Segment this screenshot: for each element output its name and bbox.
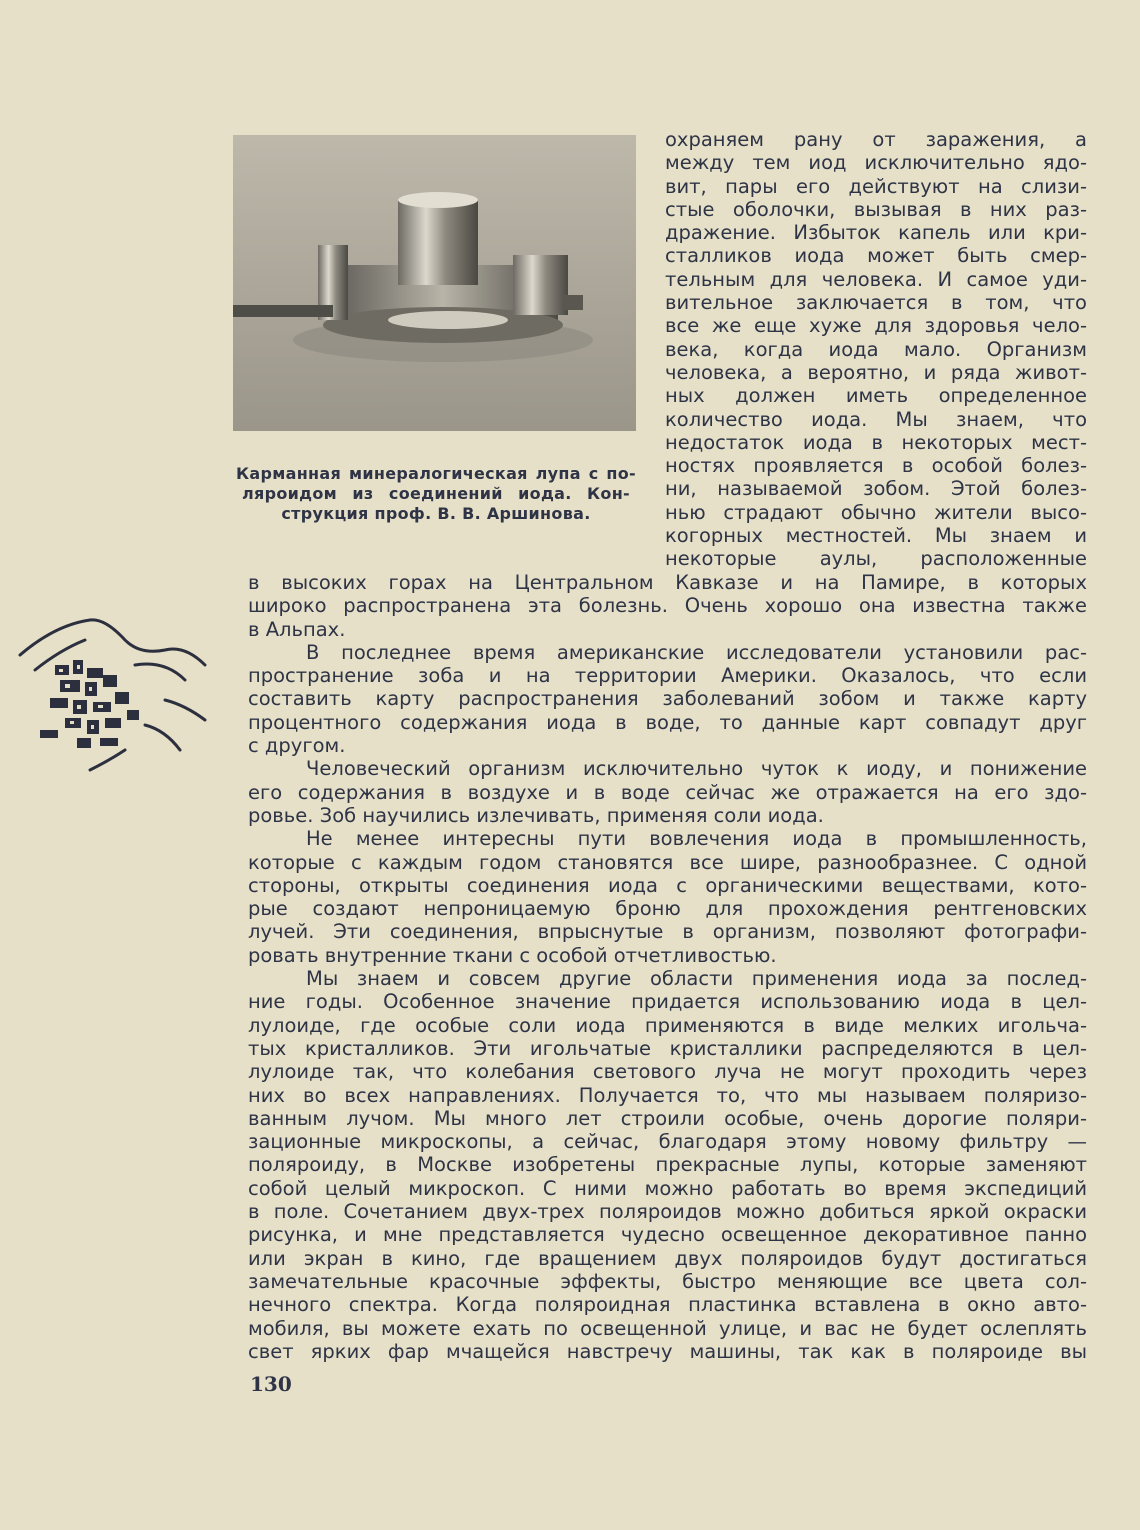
text-line: ние годы. Особенное значение придается использованию иода в цел-	[248, 990, 1087, 1014]
text-line: нечного спектра. Когда поляроидная пластинка вставлена в окно авто-	[248, 1293, 1087, 1317]
text-line: Не менее интересны пути вовлечения иода в промышленность,	[306, 827, 1087, 851]
caption-line: Карманная минералогическая лупа с по-	[236, 464, 636, 483]
text-line: лулоиде так, что колебания светового луча не могут проходить через	[248, 1060, 1087, 1084]
text-line: или экран в кино, где вращением двух поляроидов будут достигаться	[248, 1246, 1087, 1270]
caption-line: струкция проф. В. В. Аршинова.	[281, 504, 591, 523]
text-line: недостаток иода в некоторых мест-	[665, 430, 1087, 454]
text-line: все же еще хуже для здоровья чело-	[665, 314, 1087, 338]
text-line: количество иода. Мы знаем, что	[665, 407, 1087, 431]
text-line: рисунка, и мне представляется чудесно освещенное декоративное панно	[248, 1223, 1087, 1247]
text-line: ных должен иметь определенное	[665, 384, 1087, 408]
text-line: ровать внутренние ткани с особой отчетливостью.	[248, 943, 777, 967]
text-line: ни, называемой зобом. Этой болез-	[665, 477, 1087, 501]
text-line: процентного содержания иода в воде, то данные карт совпадут друг	[248, 710, 1087, 734]
page-number: 130	[250, 1372, 292, 1396]
text-line: составить карту распространения заболеваний зобом и также карту	[248, 687, 1087, 711]
text-line: вительное заключается в том, что	[665, 291, 1087, 315]
text-line: в Альпах.	[248, 617, 346, 641]
text-line: между тем иод исключительно ядо-	[665, 151, 1087, 175]
text-line: ванным лучом. Мы много лет строили особые, очень дорогие поляри-	[248, 1106, 1087, 1130]
text-line: зационные микроскопы, а сейчас, благодаря этому новому фильтру —	[248, 1130, 1087, 1154]
text-line: свет ярких фар мчащейся навстречу машины, так как в поляроиде вы	[248, 1339, 1087, 1363]
text-line: них во всех направлениях. Получается то, что мы называем поляризо-	[248, 1083, 1087, 1107]
text-line: сталликов иода может быть смер-	[665, 244, 1087, 268]
text-line: века, когда иода мало. Организм	[665, 337, 1087, 361]
text-line: стороны, открыты соединения иода с органическими веществами, кото-	[248, 873, 1087, 897]
text-line: тельным для человека. И самое уди-	[665, 267, 1087, 291]
body-text	[248, 571, 1087, 1363]
text-line: человека, а вероятно, и ряда живот-	[665, 360, 1087, 384]
loupe-photo	[233, 135, 636, 431]
text-line: в поле. Сочетанием двух-трех поляроидов можно добиться яркой окраски	[248, 1200, 1087, 1224]
text-line: его содержания в воздухе и в воде сейчас же отражается на его здо-	[248, 780, 1087, 804]
text-line: Мы знаем и совсем другие области применения иода за послед-	[306, 967, 1087, 991]
text-line: лучей. Эти соединения, впрыснутые в организм, позволяют фотографи-	[248, 920, 1087, 944]
text-line: собой целый микроскоп. С ними можно работать во время экспедиций	[248, 1176, 1087, 1200]
text-line: с другом.	[248, 734, 346, 758]
text-line: в высоких горах на Центральном Кавказе и на Памире, в которых	[248, 571, 1087, 594]
column-text	[665, 128, 1087, 571]
text-line: вит, пары его действуют на слизи-	[665, 174, 1087, 198]
text-line: поляроиду, в Москве изобретены прекрасные лупы, которые заменяют	[248, 1153, 1087, 1177]
text-line: стые оболочки, вызывая в них раз-	[665, 197, 1087, 221]
caption-line: ляроидом из соединений иода. Кон-	[242, 484, 630, 503]
text-line: пространение зоба и на территории Америки. Оказалось, что если	[248, 664, 1087, 688]
text-line: В последнее время американские исследователи установили рас-	[306, 640, 1087, 664]
text-line: Человеческий организм исключительно чуток к иоду, и понижение	[306, 757, 1087, 781]
text-line: мобиля, вы можете ехать по освещенной улице, и вас не будет ослеплять	[248, 1316, 1087, 1340]
text-line: широко распространена эта болезнь. Очень хорошо она известна также	[248, 594, 1087, 618]
loupe-photo-icon	[233, 135, 636, 431]
text-line: которые с каждым годом становятся все шире, разнообразнее. С одной	[248, 850, 1087, 874]
text-line: некоторые аулы, расположенные	[665, 547, 1087, 571]
text-line: дражение. Избыток капель или кри-	[665, 221, 1087, 245]
text-line: рые создают непроницаемую броню для прохождения рентгеновских	[248, 897, 1087, 921]
text-line: тых кристалликов. Эти игольчатые кристаллики распределяются в цел-	[248, 1036, 1087, 1060]
photo-caption	[236, 464, 636, 524]
mountain-village-icon	[15, 610, 215, 780]
text-line: ностях проявляется в особой болез-	[665, 454, 1087, 478]
text-line: ровье. Зоб научились излечивать, применяя соли иода.	[248, 803, 824, 827]
text-line: замечательные красочные эффекты, быстро меняющие все цвета сол-	[248, 1269, 1087, 1293]
text-line: нью страдают обычно жители высо-	[665, 500, 1087, 524]
text-line: когорных местностей. Мы знаем и	[665, 524, 1087, 548]
text-line: охраняем рану от заражения, а	[665, 128, 1087, 151]
text-line: лулоиде, где особые соли иода применяются в виде мелких игольча-	[248, 1013, 1087, 1037]
